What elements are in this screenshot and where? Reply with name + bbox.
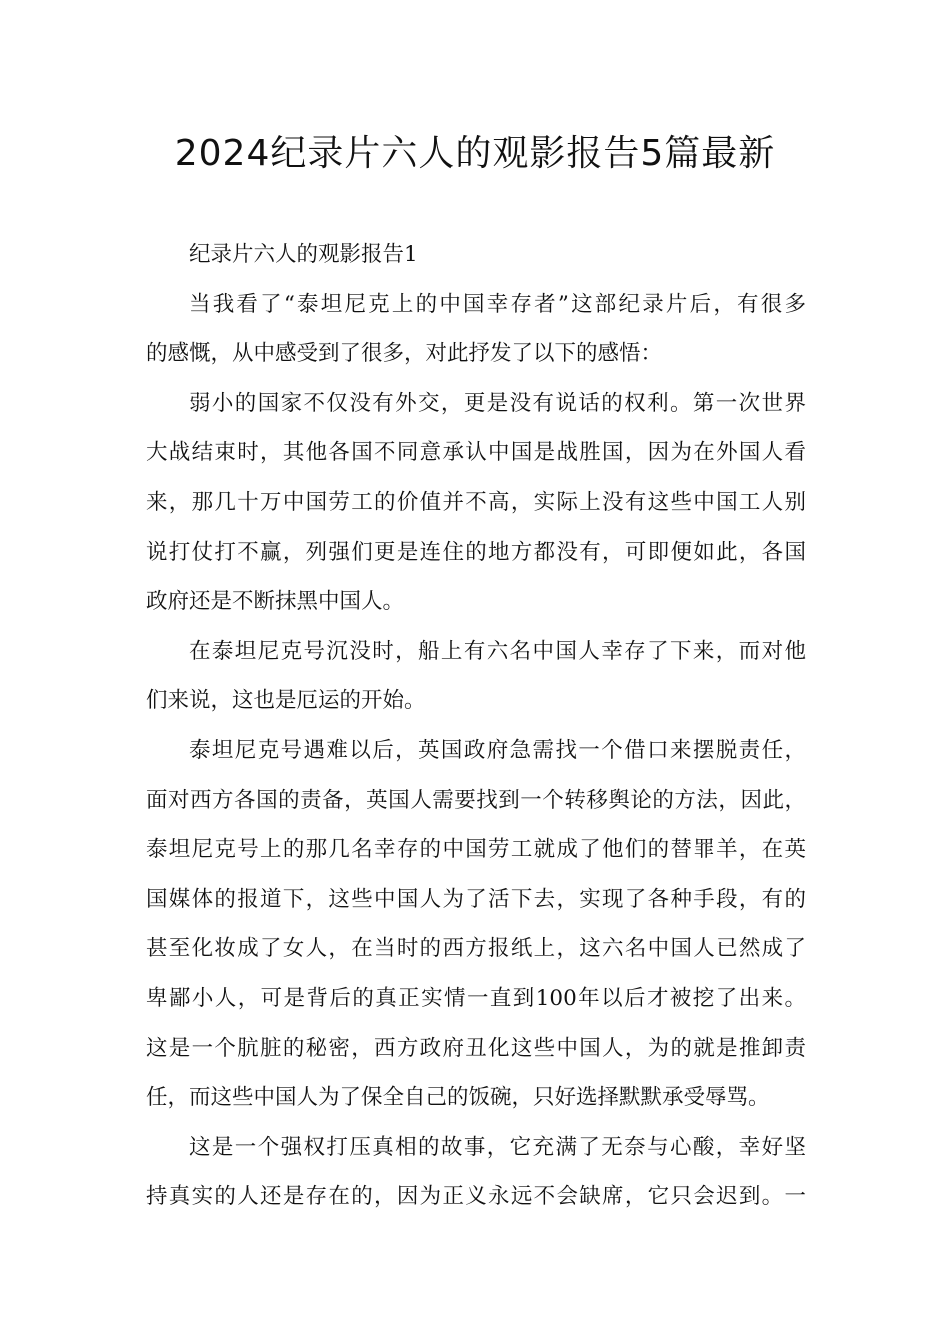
text-line: 持真实的人还是存在的，因为正义永远不会缺席，它只会迟到。一 <box>146 1184 806 1210</box>
text-line: 们来说，这也是厄运的开始。 <box>146 688 426 714</box>
text-line: 纪录片六人的观影报告1 <box>189 242 418 267</box>
text-line: 的感慨，从中感受到了很多，对此抒发了以下的感悟： <box>146 341 663 367</box>
text-line: 任，而这些中国人为了保全自己的饭碗，只好选择默默承受辱骂。 <box>146 1085 770 1111</box>
text-line: 政府还是不断抹黑中国人。 <box>146 589 405 615</box>
document-body <box>146 230 806 1222</box>
text-line: 泰坦尼克号遇难以后，英国政府急需找一个借口来摆脱责任， <box>189 737 806 763</box>
text-line: 大战结束时，其他各国不同意承认中国是战胜国，因为在外国人看 <box>146 440 806 466</box>
text-line: 泰坦尼克号上的那几名幸存的中国劳工就成了他们的替罪羊，在英 <box>146 837 806 863</box>
text-line: 当我看了“泰坦尼克上的中国幸存者”这部纪录片后，有很多 <box>189 291 806 317</box>
text-line: 在泰坦尼克号沉没时，船上有六名中国人幸存了下来，而对他 <box>189 638 806 664</box>
text-line: 甚至化妆成了女人，在当时的西方报纸上，这六名中国人已然成了 <box>146 936 806 962</box>
text-line: 面对西方各国的责备，英国人需要找到一个转移舆论的方法，因此， <box>146 787 806 813</box>
text-line: 国媒体的报道下，这些中国人为了活下去，实现了各种手段，有的 <box>146 886 806 912</box>
text-line: 来，那几十万中国劳工的价值并不高，实际上没有这些中国工人别 <box>146 489 806 515</box>
text-line: 这是一个肮脏的秘密，西方政府丑化这些中国人，为的就是推卸责 <box>146 1035 806 1061</box>
document-title: 2024纪录片六人的观影报告5篇最新 <box>174 133 776 174</box>
text-line: 这是一个强权打压真相的故事，它充满了无奈与心酸，幸好坚 <box>189 1134 806 1160</box>
text-line: 弱小的国家不仅没有外交，更是没有说话的权利。第一次世界 <box>189 390 806 416</box>
text-line: 说打仗打不赢，列强们更是连住的地方都没有，可即便如此，各国 <box>146 539 806 565</box>
text-line: 卑鄙小人，可是背后的真正实情一直到100年以后才被挖了出来。 <box>146 985 806 1011</box>
